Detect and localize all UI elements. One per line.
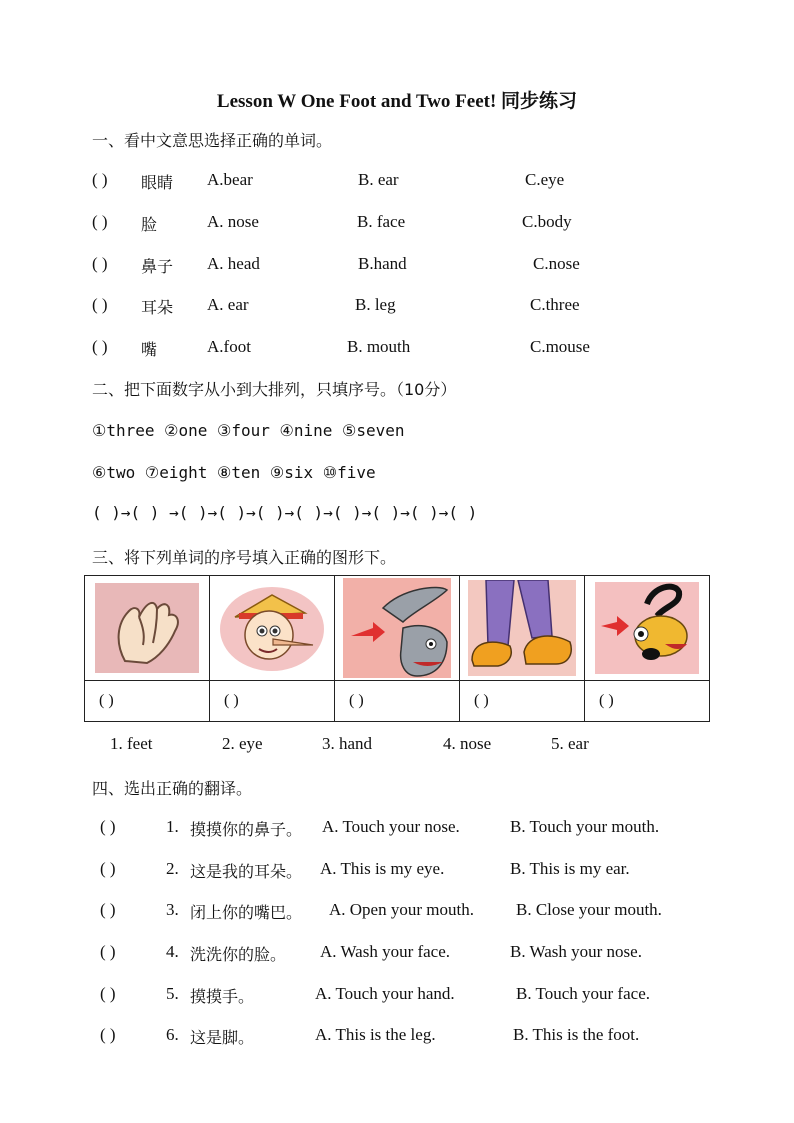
chinese-sentence: 洗洗你的脸。 [190, 945, 287, 964]
option-b: B. face [357, 212, 406, 231]
answer-blank[interactable]: ( ) [92, 170, 108, 189]
option-c: C.mouse [530, 337, 590, 356]
word-bank-item: 4. nose [443, 734, 492, 753]
answer-blank[interactable]: ( ) [335, 681, 460, 722]
nose-icon [595, 582, 699, 674]
option-b: B. mouth [347, 337, 411, 356]
section-4-heading: 四、选出正确的翻译。 [92, 779, 253, 798]
section-1-heading: 一、看中文意思选择正确的单词。 [92, 131, 333, 150]
question-number: 3. [166, 900, 179, 919]
option-c: C.nose [533, 254, 580, 273]
word-bank-item: 2. eye [222, 734, 263, 753]
option-a: A. Touch your hand. [315, 984, 455, 1003]
option-b: B. Wash your nose. [510, 942, 642, 961]
chinese-word: 耳朵 [141, 298, 174, 317]
option-a: A. Touch your nose. [322, 817, 460, 836]
option-c: C.body [522, 212, 572, 231]
page-title: Lesson W One Foot and Two Feet! 同步练习 [216, 91, 578, 112]
chinese-word: 脸 [141, 215, 158, 234]
option-b: B. Touch your mouth. [510, 817, 660, 836]
option-b: B. Close your mouth. [516, 900, 662, 919]
question-number: 2. [166, 859, 179, 878]
answer-blank[interactable]: ( ) [585, 681, 710, 722]
picture-cell [460, 576, 585, 681]
option-b: B. This is the foot. [513, 1025, 640, 1044]
option-b: B. Touch your face. [516, 984, 650, 1003]
answer-blank[interactable]: ( ) [100, 1025, 116, 1044]
word-bank-item: 1. feet [110, 734, 153, 753]
number-words-line-1: ①three ②one ③four ④nine ⑤seven [92, 421, 405, 440]
option-c: C.eye [525, 170, 565, 189]
picture-cell [85, 576, 210, 681]
ear-icon [343, 578, 451, 678]
chinese-word: 嘴 [141, 340, 158, 359]
option-c: C.three [530, 295, 580, 314]
ordering-blanks[interactable]: ( )→( ) →( )→( )→( )→( )→( )→( )→( )→( ) [92, 503, 478, 522]
option-b: B. leg [355, 295, 396, 314]
picture-cell [210, 576, 335, 681]
option-a: A.bear [207, 170, 253, 189]
option-a: A. This is the leg. [315, 1025, 436, 1044]
answer-blank[interactable]: ( ) [92, 337, 108, 356]
question-number: 6. [166, 1025, 179, 1044]
feet-icon [468, 580, 576, 676]
answer-blank[interactable]: ( ) [460, 681, 585, 722]
chinese-word: 眼睛 [141, 173, 174, 192]
option-b: B. ear [358, 170, 399, 189]
option-a: A. Open your mouth. [329, 900, 474, 919]
answer-blank[interactable]: ( ) [210, 681, 335, 722]
question-number: 1. [166, 817, 179, 836]
option-a: A.foot [207, 337, 251, 356]
word-bank-item: 3. hand [322, 734, 373, 753]
answer-blank[interactable]: ( ) [92, 254, 108, 273]
eye-icon [217, 583, 327, 673]
chinese-sentence: 这是我的耳朵。 [190, 862, 303, 881]
picture-cell [335, 576, 460, 681]
option-a: A. ear [207, 295, 249, 314]
option-a: A. This is my eye. [320, 859, 445, 878]
question-number: 5. [166, 984, 179, 1003]
chinese-sentence: 摸摸手。 [190, 987, 255, 1006]
chinese-sentence: 摸摸你的鼻子。 [190, 820, 303, 839]
chinese-sentence: 这是脚。 [190, 1028, 255, 1047]
chinese-sentence: 闭上你的嘴巴。 [190, 903, 303, 922]
word-bank-item: 5. ear [551, 734, 589, 753]
number-words-line-2: ⑥two ⑦eight ⑧ten ⑨six ⑩five [92, 463, 376, 482]
option-b: B. This is my ear. [510, 859, 630, 878]
answer-blank[interactable]: ( ) [92, 295, 108, 314]
answer-blank[interactable]: ( ) [100, 942, 116, 961]
answer-blank[interactable]: ( ) [100, 817, 116, 836]
answer-blank[interactable]: ( ) [92, 212, 108, 231]
chinese-word: 鼻子 [141, 257, 174, 276]
question-number: 4. [166, 942, 179, 961]
section-3-heading: 三、将下列单词的序号填入正确的图形下。 [92, 548, 397, 567]
answer-blank[interactable]: ( ) [100, 900, 116, 919]
option-a: A. Wash your face. [320, 942, 451, 961]
picture-cell [585, 576, 710, 681]
option-a: A. nose [207, 212, 259, 231]
hand-icon [95, 583, 199, 673]
option-b: B.hand [358, 254, 407, 273]
option-a: A. head [207, 254, 260, 273]
answer-blank[interactable]: ( ) [85, 681, 210, 722]
answer-blank[interactable]: ( ) [100, 984, 116, 1003]
picture-table [84, 575, 710, 722]
section-2-heading: 二、把下面数字从小到大排列，只填序号。（10分） [92, 380, 457, 399]
answer-blank[interactable]: ( ) [100, 859, 116, 878]
